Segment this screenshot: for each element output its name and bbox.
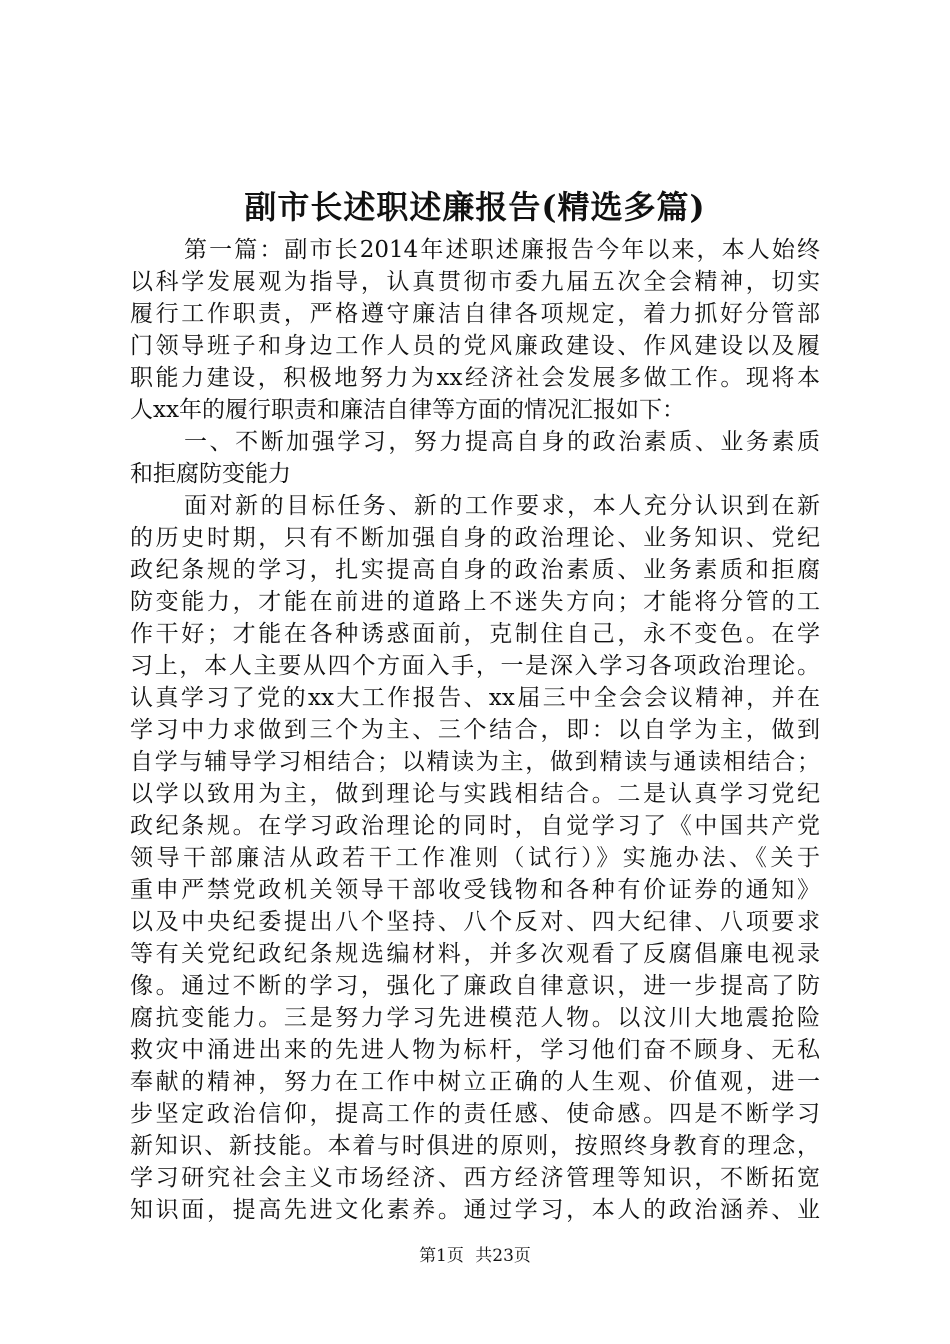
paragraph-line: 以及中央纪委提出八个坚持、八个反对、四大纪律、八项要求 — [130, 909, 820, 935]
page-footer — [0, 1244, 950, 1268]
page-number: 第1页 — [419, 1246, 464, 1266]
paragraph-line: 腐抗变能力。三是努力学习先进模范人物。以汶川大地震抢险 — [130, 1005, 820, 1031]
paragraph-line: 重申严禁党政机关领导干部收受钱物和各种有价证券的通知》 — [130, 877, 820, 903]
paragraph-line: 认真学习了党的xx大工作报告、xx届三中全会会议精神，并在 — [130, 685, 820, 711]
document-title: 副市长述职述廉报告(精选多篇) — [244, 188, 706, 226]
paragraph-line: 知识面，提高先进文化素养。通过学习，本人的政治涵养、业 — [130, 1197, 820, 1223]
paragraph-line: 的历史时期，只有不断加强自身的政治理论、业务知识、党纪 — [130, 525, 820, 551]
paragraph-line: 政纪条规的学习，扎实提高自身的政治素质、业务素质和拒腐 — [130, 557, 820, 583]
paragraph-line: 职能力建设，积极地努力为xx经济社会发展多做工作。现将本 — [130, 365, 820, 391]
paragraph-line: 面对新的目标任务、新的工作要求，本人充分认识到在新 — [184, 493, 820, 519]
paragraph-line: 步坚定政治信仰，提高工作的责任感、使命感。四是不断学习 — [130, 1101, 820, 1127]
paragraph-line: 新知识、新技能。本着与时俱进的原则，按照终身教育的理念， — [130, 1133, 820, 1159]
paragraph-line: 自学与辅导学习相结合；以精读为主，做到精读与通读相结合； — [130, 749, 820, 775]
paragraph-line: 作干好；才能在各种诱惑面前，克制住自己，永不变色。在学 — [130, 621, 820, 647]
paragraph-line: 学习中力求做到三个为主、三个结合，即：以自学为主，做到 — [130, 717, 820, 743]
paragraph-line: 救灾中涌进出来的先进人物为标杆，学习他们奋不顾身、无私 — [130, 1037, 820, 1063]
paragraph-line: 学习研究社会主义市场经济、西方经济管理等知识，不断拓宽 — [130, 1165, 820, 1191]
paragraph-line: 人xx年的履行职责和廉洁自律等方面的情况汇报如下： — [130, 397, 685, 423]
paragraph-line: 政纪条规。在学习政治理论的同时，自觉学习了《中国共产党 — [130, 813, 820, 839]
paragraph-line: 像。通过不断的学习，强化了廉政自律意识，进一步提高了防 — [130, 973, 820, 999]
paragraph-line: 以学以致用为主，做到理论与实践相结合。二是认真学习党纪 — [130, 781, 820, 807]
paragraph-line: 门领导班子和身边工作人员的党风廉政建设、作风建设以及履 — [130, 333, 820, 359]
paragraph-line: 奉献的精神，努力在工作中树立正确的人生观、价值观，进一 — [130, 1069, 820, 1095]
section-heading-line: 和拒腐防变能力 — [130, 461, 291, 487]
document-body — [130, 234, 820, 1226]
page-total: 共23页 — [475, 1246, 531, 1266]
paragraph-line: 领导干部廉洁从政若干工作准则（试行）》实施办法、《关于 — [130, 845, 820, 871]
paragraph-line: 履行工作职责，严格遵守廉洁自律各项规定，着力抓好分管部 — [130, 301, 820, 327]
paragraph-line: 第一篇：副市长2014年述职述廉报告今年以来，本人始终 — [184, 237, 820, 263]
paragraph-line: 以科学发展观为指导，认真贯彻市委九届五次全会精神，切实 — [130, 269, 820, 295]
paragraph-line: 等有关党纪政纪条规选编材料，并多次观看了反腐倡廉电视录 — [130, 941, 820, 967]
paragraph-line: 防变能力，才能在前进的道路上不迷失方向；才能将分管的工 — [130, 589, 820, 615]
paragraph-line: 习上，本人主要从四个方面入手，一是深入学习各项政治理论。 — [130, 653, 820, 679]
section-heading-line: 一、不断加强学习，努力提高自身的政治素质、业务素质 — [184, 429, 820, 455]
